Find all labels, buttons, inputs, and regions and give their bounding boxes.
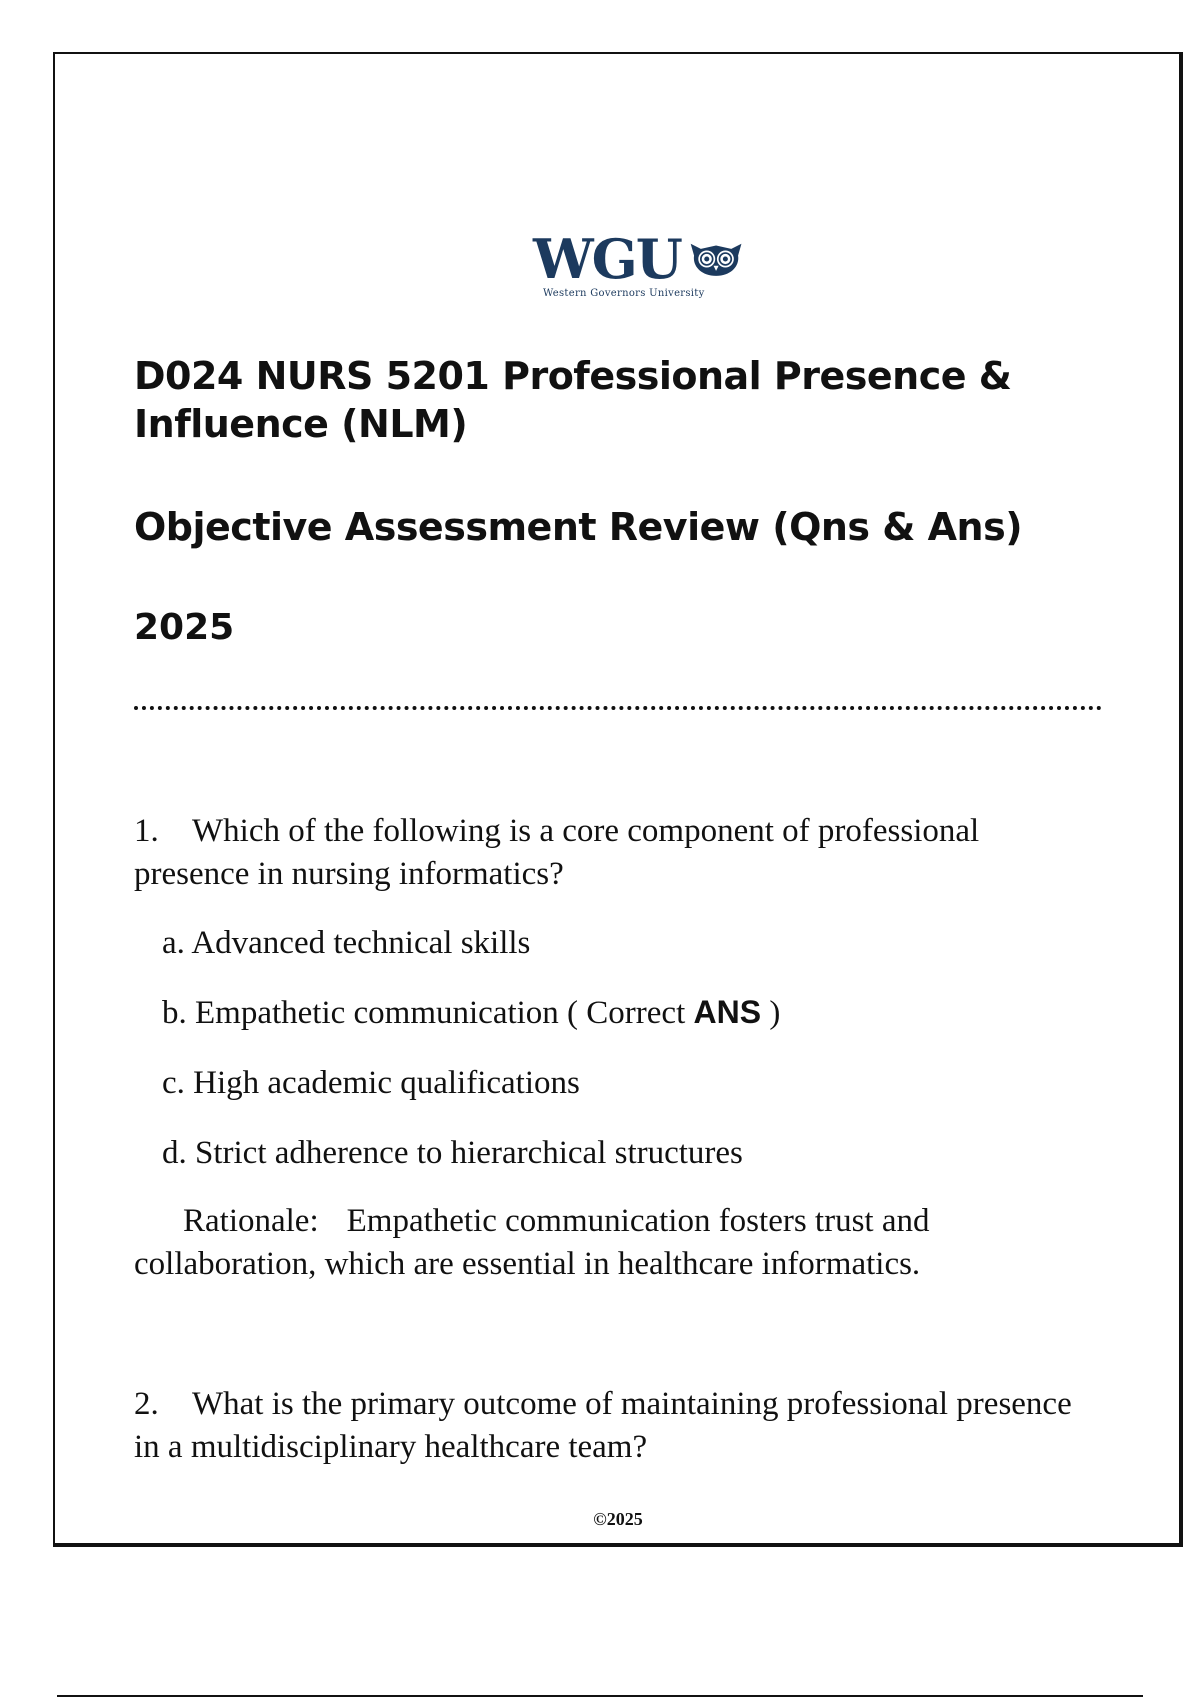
correct-answer-marker: ANS [693,994,762,1030]
logo-subtitle: Western Governors University [543,288,705,299]
option-b-close: ) [769,995,781,1031]
logo-wordmark: WGU [533,227,681,291]
wgu-logo [533,227,743,302]
rationale [134,1200,1094,1286]
dotted-divider [134,706,1102,710]
document-subtitle: Objective Assessment Review (Qns & Ans) [134,505,1023,549]
question-text: Which of the following is a core component of professional presence in nursing informatics? [134,813,980,892]
document-year: 2025 [134,607,235,648]
question-number: 2. [134,1386,159,1422]
question-1 [134,810,1094,896]
bottom-rule [57,1695,1143,1697]
question-text: What is the primary outcome of maintaining professional presence in a multidisciplinary healthcare team? [134,1386,1072,1465]
rationale-text: Empathetic communication fosters trust and collaboration, which are essential in healthcare informatics. [134,1203,930,1282]
option-a: a. Advanced technical skills [162,925,531,961]
option-b [162,991,780,1035]
document-title: D024 NURS 5201 Professional Presence & Influence (NLM) [134,354,1012,446]
question-number: 1. [134,813,159,849]
owl-icon [689,237,743,281]
question-2 [134,1383,1094,1469]
option-d: d. Strict adherence to hierarchical structures [162,1135,743,1171]
option-c: c. High academic qualifications [162,1065,580,1101]
rationale-label: Rationale: [183,1203,319,1239]
option-b-text: b. Empathetic communication ( Correct [162,995,686,1031]
footer-copyright: ©2025 [593,1509,643,1529]
